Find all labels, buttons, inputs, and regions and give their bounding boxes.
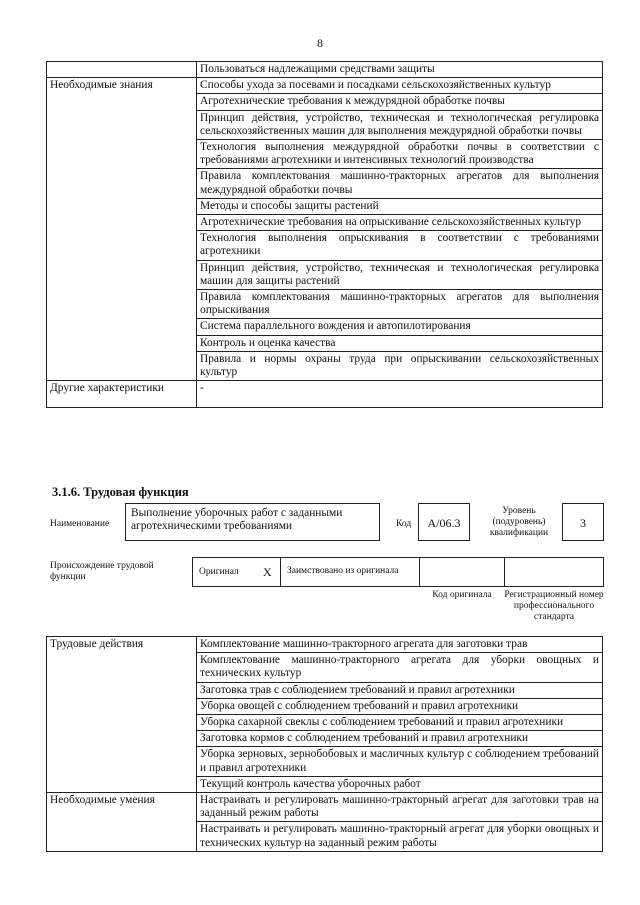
level-label: Уровень (подуровень) квалификации xyxy=(489,506,549,538)
action-item: Уборка овощей с соблюдением требований и правил агротехники xyxy=(197,698,603,714)
table-row xyxy=(47,637,603,653)
table-row xyxy=(47,793,603,822)
knowledge-item: Правила и нормы охраны труда при опрыскивании сельскохозяйственных культур xyxy=(197,351,603,380)
knowledge-item: Принцип действия, устройство, техническая и технологическая регулировка сельскохозяйственных машин для выполнения междурядной обработки почвы xyxy=(197,110,603,139)
knowledge-item: Методы и способы защиты растений xyxy=(197,198,603,214)
origin-label: Происхождение трудовой функции xyxy=(50,561,154,582)
code-label: Код xyxy=(396,519,412,529)
knowledge-item: Правила комплектования машинно-тракторных агрегатов для выполнения опрыскивания xyxy=(197,290,603,319)
skills-label: Необходимые умения xyxy=(47,793,197,852)
action-item: Комплектование машинно-тракторного агрегата для заготовки трав xyxy=(197,637,603,653)
actions-label: Трудовые действия xyxy=(47,637,197,793)
action-item: Заготовка трав с соблюдением требований и правил агротехники xyxy=(197,682,603,698)
empty-label-cell xyxy=(47,62,197,78)
section-title: 3.1.6. Трудовая функция xyxy=(52,485,189,499)
knowledge-item: Правила комплектования машинно-тракторных агрегатов для выполнения междурядной обработки почвы xyxy=(197,169,603,198)
table-row xyxy=(47,78,603,94)
reg-number-box xyxy=(504,557,604,587)
knowledge-item: Агротехнические требования к междурядной обработке почвы xyxy=(197,94,603,110)
code-original-label: Код оригинала xyxy=(432,590,492,600)
knowledge-item: Агротехнические требования на опрыскивание сельскохозяйственных культур xyxy=(197,215,603,231)
action-item: Текущий контроль качества уборочных работ xyxy=(197,776,603,792)
knowledge-table xyxy=(46,61,603,408)
original-label: Оригинал xyxy=(199,567,239,577)
knowledge-item: Контроль и оценка качества xyxy=(197,335,603,351)
action-item: Заготовка кормов с соблюдением требований и правил агротехники xyxy=(197,731,603,747)
action-item: Уборка зерновых, зернобобовых и масличных культур с соблюдением требований и правил агротехники xyxy=(197,747,603,776)
action-item: Комплектование машинно-тракторного агрегата для уборки овощных и технических культур xyxy=(197,653,603,682)
name-value: Выполнение уборочных работ с заданными агротехническими требованиями xyxy=(125,503,380,541)
knowledge-item: Технология выполнения междурядной обработки почвы в соответствии с требованиями агротехники и интенсивных технологий производства xyxy=(197,140,603,169)
reg-number-label: Регистрационный номер профессионального стандарта xyxy=(504,590,604,622)
other-value: - xyxy=(197,381,603,408)
knowledge-label: Необходимые знания xyxy=(47,78,197,381)
page-number: 8 xyxy=(317,36,323,50)
action-item: Уборка сахарной свеклы с соблюдением требований и правил агротехники xyxy=(197,715,603,731)
level-value: 3 xyxy=(562,503,604,541)
other-label: Другие характеристики xyxy=(47,381,197,408)
knowledge-item: Технология выполнения опрыскивания в соответствии с требованиями агротехники xyxy=(197,231,603,260)
skill-item: Настраивать и регулировать машинно-тракторный агрегат для уборки овощных и технических культур на заданный режим работы xyxy=(197,822,603,851)
knowledge-item: Принцип действия, устройство, техническая и технологическая регулировка машин для защиты растений xyxy=(197,260,603,289)
table-row xyxy=(47,62,603,78)
code-value: А/06.3 xyxy=(418,503,470,541)
name-label: Наименование xyxy=(50,519,110,529)
code-original-box xyxy=(419,557,505,587)
borrowed-box xyxy=(280,557,420,587)
knowledge-item: Способы ухода за посевами и посадками сельскохозяйственных культур xyxy=(197,78,603,94)
table-row xyxy=(47,381,603,408)
table-cell: Пользоваться надлежащими средствами защиты xyxy=(197,62,603,78)
skill-item: Настраивать и регулировать машинно-тракторный агрегат для заготовки трав на заданный режим работы xyxy=(197,793,603,822)
original-mark: X xyxy=(263,565,272,579)
knowledge-item: Система параллельного вождения и автопилотирования xyxy=(197,319,603,335)
actions-table xyxy=(46,636,603,852)
original-box xyxy=(192,557,281,587)
borrowed-label: Заимствовано из оригинала xyxy=(287,566,399,576)
